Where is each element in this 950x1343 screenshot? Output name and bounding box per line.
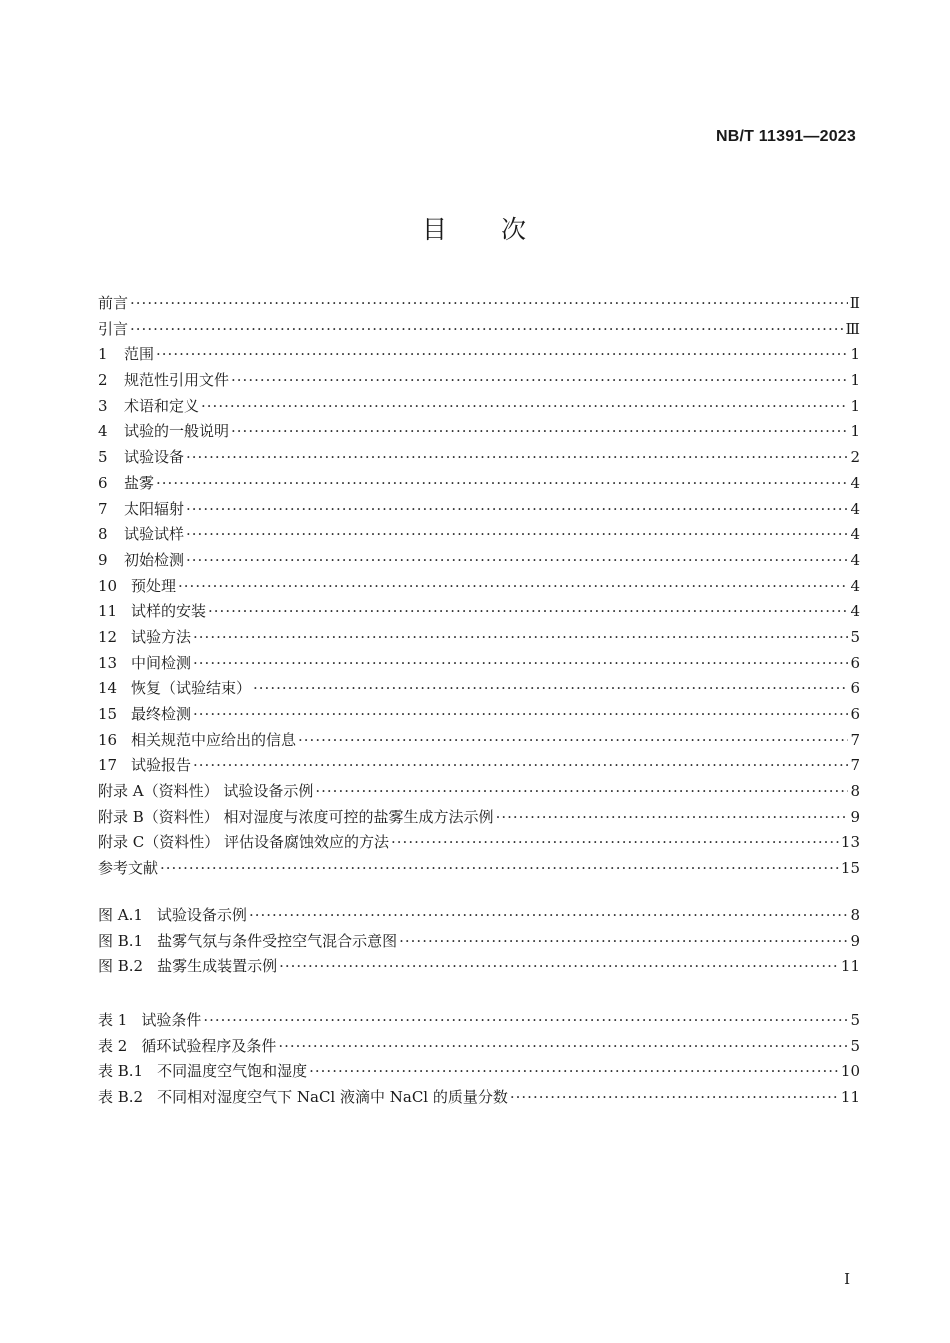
toc-entry-page: 9: [850, 931, 860, 950]
toc-entry-number: 6: [98, 473, 108, 492]
page-number: I: [844, 1270, 850, 1288]
toc-entry[interactable]: [98, 445, 860, 471]
toc-entry-title: 恢复（试验结束）: [131, 679, 252, 698]
toc-tables-list: [98, 1008, 860, 1111]
toc-entry-title: 试验设备: [124, 448, 185, 467]
toc-entry-number: 1: [98, 345, 108, 364]
toc-leader-dots: [315, 779, 848, 805]
toc-entry[interactable]: [98, 1059, 860, 1085]
toc-entry-number: 表 B.1: [98, 1062, 144, 1081]
toc-entry-page: 7: [850, 756, 860, 775]
toc-entry-title: 术语和定义: [124, 396, 200, 415]
toc-entry-title: 引言: [98, 319, 129, 338]
toc-entry-title: 附录 A（资料性） 试验设备示例: [98, 782, 314, 801]
toc-entry-title: 盐雾气氛与条件受控空气混合示意图: [157, 931, 398, 950]
toc-entry-title: 试验报告: [131, 756, 192, 775]
toc-entry[interactable]: [98, 1008, 860, 1034]
toc-entry-number: 11: [98, 602, 118, 621]
toc-entry-title: 不同温度空气饱和湿度: [157, 1062, 308, 1081]
toc-entry[interactable]: [98, 599, 860, 625]
toc-main-list: [98, 291, 860, 882]
toc-entry[interactable]: [98, 548, 860, 574]
toc-entry-page: 2: [850, 448, 860, 467]
toc-entry-number: 图 B.1: [98, 931, 144, 950]
toc-leader-dots: [253, 676, 848, 702]
toc-entry-title: 中间检测: [131, 653, 192, 672]
toc-entry[interactable]: [98, 929, 860, 955]
toc-entry-title: 附录 B（资料性） 相对湿度与浓度可控的盐雾生成方法示例: [98, 807, 494, 826]
toc-entry-page: 7: [850, 730, 860, 749]
toc-leader-dots: [160, 856, 839, 882]
toc-entry-title: 初始检测: [124, 550, 185, 569]
toc-entry-title: 试验方法: [131, 627, 192, 646]
toc-entry-number: 7: [98, 499, 108, 518]
toc-figures-list: [98, 903, 860, 980]
standard-code: NB/T 11391—2023: [716, 128, 856, 145]
toc-entry[interactable]: [98, 954, 860, 980]
toc-entry-title: 试验条件: [141, 1011, 202, 1029]
toc-entry-number: 表 2: [98, 1036, 128, 1055]
toc-entry-page: 8: [850, 782, 860, 801]
toc-leader-dots: [186, 548, 848, 574]
toc-entry-page: 1: [850, 345, 860, 364]
toc-entry-number: 9: [98, 550, 108, 569]
toc-entry-page: 1: [850, 422, 860, 441]
toc-entry[interactable]: [98, 779, 860, 805]
toc-entry-page: 1: [850, 371, 860, 390]
toc-entry-title: 试验的一般说明: [124, 422, 230, 441]
toc-entry-number: 2: [98, 371, 108, 390]
toc-entry-number: 12: [98, 627, 118, 646]
toc-entry-title: 试验设备示例: [156, 906, 247, 924]
toc-entry[interactable]: [98, 728, 860, 754]
toc-entry-title: 最终检测: [131, 705, 192, 723]
toc-entry-page: 4: [850, 576, 860, 595]
toc-entry-page: Ⅱ: [849, 294, 860, 312]
toc-entry-number: 15: [98, 705, 118, 723]
toc-leader-dots: [203, 1008, 848, 1034]
toc-entry-page: 5: [850, 627, 860, 646]
toc-entry-title: 试验试样: [124, 525, 185, 544]
toc-leader-dots: [186, 445, 848, 471]
toc-entry-page: 10: [840, 1062, 860, 1081]
toc-entry-title: 循环试验程序及条件: [141, 1036, 277, 1055]
toc-entry-page: 5: [850, 1011, 860, 1029]
toc-entry-page: 4: [850, 499, 860, 518]
toc-leader-dots: [510, 1085, 839, 1111]
toc-entry[interactable]: [98, 805, 860, 831]
toc-entry-page: 6: [850, 705, 860, 723]
toc-leader-dots: [193, 625, 848, 651]
toc-entry-page: 11: [840, 957, 860, 976]
toc-entry-number: 4: [98, 422, 108, 441]
toc-entry[interactable]: [98, 625, 860, 651]
toc-entry[interactable]: [98, 574, 860, 600]
toc-leader-dots: [249, 903, 849, 929]
toc-entry-title: 太阳辐射: [124, 499, 185, 518]
toc-entry[interactable]: [98, 1034, 860, 1060]
toc-leader-dots: [399, 929, 848, 955]
toc-leader-dots: [309, 1059, 839, 1085]
toc-leader-dots: [193, 753, 848, 779]
toc-entry-title: 附录 C（资料性） 评估设备腐蚀效应的方法: [98, 833, 390, 852]
toc-leader-dots: [193, 651, 848, 677]
toc-leader-dots: [298, 728, 848, 754]
toc-leader-dots: [496, 805, 849, 831]
page-title-part2: 次: [501, 215, 529, 244]
toc-leader-dots: [279, 954, 839, 980]
toc-leader-dots: [178, 574, 848, 600]
toc-entry-number: 图 A.1: [98, 906, 143, 924]
toc-entry[interactable]: [98, 651, 860, 677]
toc-entry[interactable]: [98, 903, 860, 929]
toc-entry-page: 1: [850, 396, 860, 415]
toc-entry[interactable]: [98, 1085, 860, 1111]
toc-entry-title: 盐雾生成装置示例: [157, 957, 278, 976]
toc-entry-page: 5: [850, 1036, 860, 1055]
toc-entry-number: 16: [98, 730, 118, 749]
toc-entry-number: 图 B.2: [98, 957, 144, 976]
toc-leader-dots: [231, 419, 848, 445]
toc-entry-page: 6: [850, 679, 860, 698]
toc-entry-title: 规范性引用文件: [124, 371, 230, 390]
toc-entry-number: 10: [98, 576, 118, 595]
toc-leader-dots: [208, 599, 848, 625]
page-title: [0, 210, 950, 246]
toc-entry-title: 范围: [124, 345, 155, 364]
toc-entry-page: 11: [840, 1088, 860, 1107]
toc-entry-title: 预处理: [131, 576, 177, 595]
toc-entry-number: 表 B.2: [98, 1088, 144, 1107]
toc-entry-page: 8: [850, 906, 860, 924]
toc-entry-number: 表 1: [98, 1011, 128, 1029]
toc-leader-dots: [201, 394, 848, 420]
page-title-part1: 目: [421, 215, 449, 244]
toc-entry-number: 8: [98, 525, 108, 544]
toc-entry-page: 6: [850, 653, 860, 672]
toc-entry-title: 相关规范中应给出的信息: [131, 730, 297, 749]
toc-entry-page: 4: [850, 550, 860, 569]
toc-entry-page: 4: [850, 525, 860, 544]
toc-entry[interactable]: [98, 830, 860, 856]
toc-entry[interactable]: [98, 497, 860, 523]
toc-entry-title: 试样的安装: [131, 602, 207, 621]
toc-entry[interactable]: [98, 394, 860, 420]
toc-entry-number: 14: [98, 679, 118, 698]
toc-leader-dots: [391, 830, 839, 856]
toc-leader-dots: [278, 1034, 848, 1060]
toc-entry-page: 4: [850, 473, 860, 492]
toc-entry[interactable]: [98, 471, 860, 497]
toc-entry-title: 前言: [98, 294, 129, 312]
toc-entry-number: 5: [98, 448, 108, 467]
toc-leader-dots: [130, 317, 844, 343]
toc-entry-page: 9: [850, 807, 860, 826]
toc-entry[interactable]: [98, 676, 860, 702]
toc-entry-title: 不同相对湿度空气下 NaCl 液滴中 NaCl 的质量分数: [157, 1088, 508, 1107]
toc-entry[interactable]: [98, 522, 860, 548]
toc-entry[interactable]: [98, 317, 860, 343]
toc-entry-page: 13: [840, 833, 860, 852]
toc-entry-page: 15: [840, 859, 860, 878]
toc-leader-dots: [156, 342, 848, 368]
toc-leader-dots: [186, 497, 848, 523]
toc-entry[interactable]: [98, 342, 860, 368]
toc-entry[interactable]: [98, 291, 860, 317]
toc-entry[interactable]: [98, 856, 860, 882]
toc-entry-number: 3: [98, 396, 108, 415]
toc-entry-page: Ⅲ: [845, 319, 860, 338]
toc-entry-title: 参考文献: [98, 859, 159, 878]
toc-entry[interactable]: [98, 368, 860, 394]
toc-entry-number: 13: [98, 653, 118, 672]
toc-leader-dots: [231, 368, 848, 394]
toc-entry-number: 17: [98, 756, 118, 775]
toc-entry[interactable]: [98, 702, 860, 728]
toc-entry[interactable]: [98, 419, 860, 445]
toc-entry[interactable]: [98, 753, 860, 779]
toc-entry-title: 盐雾: [124, 473, 155, 492]
toc-leader-dots: [130, 291, 848, 317]
toc-entry-page: 4: [850, 602, 860, 621]
toc-leader-dots: [186, 522, 848, 548]
toc-leader-dots: [156, 471, 848, 497]
toc-leader-dots: [193, 702, 848, 728]
